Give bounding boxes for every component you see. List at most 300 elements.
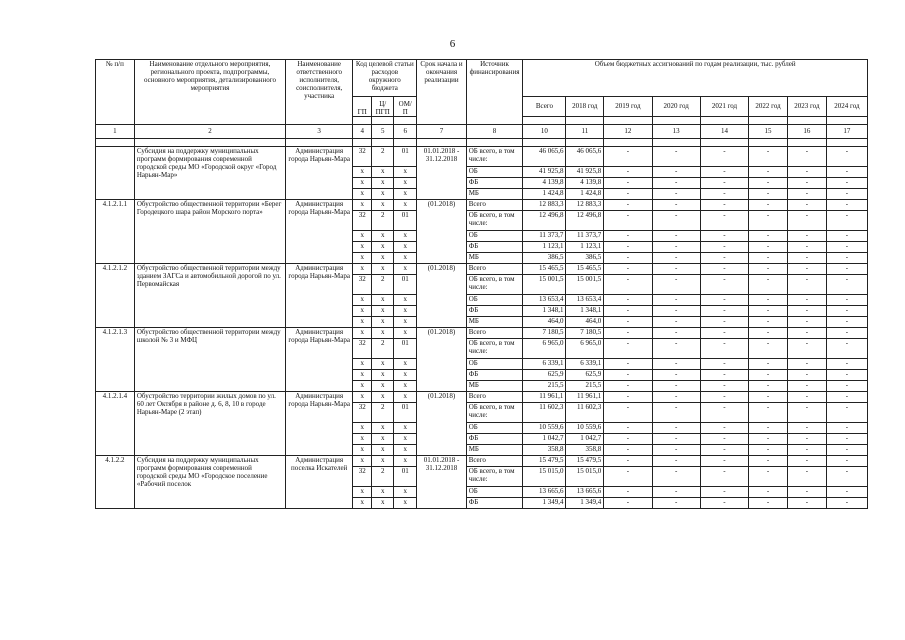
amount-year-empty: - — [652, 467, 700, 487]
code-ci: х — [372, 392, 394, 403]
amount-year-empty: - — [604, 317, 652, 328]
amount-year-empty: - — [749, 275, 788, 295]
budget-table — [95, 59, 868, 509]
code-ci: 2 — [372, 147, 394, 167]
amount-year-empty: - — [604, 487, 652, 498]
funding-source: ОБ всего, в том числе: — [466, 339, 523, 359]
code-om: х — [394, 178, 417, 189]
amount-year-empty: - — [787, 467, 826, 487]
header-year-2023: 2023 год — [787, 97, 826, 117]
amount-year-empty: - — [604, 264, 652, 275]
amount-year-empty: - — [826, 253, 867, 264]
amount-total: 10 559,6 — [523, 423, 566, 434]
amount-year-empty: - — [787, 167, 826, 178]
amount-2018: 13 665,6 — [566, 487, 604, 498]
amount-2018: 11 961,1 — [566, 392, 604, 403]
code-gp: 32 — [353, 275, 372, 295]
amount-year-empty: - — [749, 381, 788, 392]
amount-total: 15 479,5 — [523, 456, 566, 467]
amount-year-empty: - — [652, 178, 700, 189]
code-ci: 2 — [372, 211, 394, 231]
funding-source: ФБ — [466, 242, 523, 253]
amount-year-empty: - — [652, 295, 700, 306]
amount-year-empty: - — [749, 167, 788, 178]
funding-source: ФБ — [466, 178, 523, 189]
amount-year-empty: - — [787, 178, 826, 189]
header-year-2020: 2020 год — [652, 97, 700, 117]
amount-year-empty: - — [826, 328, 867, 339]
amount-year-empty: - — [700, 167, 748, 178]
row-executor: Администрация города Нарьян-Мара — [286, 264, 353, 328]
amount-year-empty: - — [700, 423, 748, 434]
amount-year-empty: - — [604, 328, 652, 339]
amount-total: 15 015,0 — [523, 467, 566, 487]
amount-2018: 7 180,5 — [566, 328, 604, 339]
amount-total: 386,5 — [523, 253, 566, 264]
row-executor: Администрация города Нарьян-Мара — [286, 200, 353, 264]
row-name: Субсидия на поддержку муниципальных программ формирования современной городской среды МО «Городское поселение «Рабочий поселок — [134, 456, 285, 509]
code-ci: х — [372, 264, 394, 275]
amount-year-empty: - — [749, 456, 788, 467]
amount-year-empty: - — [652, 147, 700, 167]
amount-year-empty: - — [652, 275, 700, 295]
code-gp: 32 — [353, 211, 372, 231]
code-gp: х — [353, 445, 372, 456]
code-ci: х — [372, 306, 394, 317]
amount-year-empty: - — [826, 211, 867, 231]
amount-total: 7 180,5 — [523, 328, 566, 339]
row-name: Субсидия на поддержку муниципальных программ формирования современной городской среды МО «Городской округ «Город Нарьян-Мар» — [134, 147, 285, 200]
amount-total: 6 965,0 — [523, 339, 566, 359]
amount-2018: 215,5 — [566, 381, 604, 392]
amount-year-empty: - — [700, 370, 748, 381]
code-ci: х — [372, 328, 394, 339]
code-gp: х — [353, 317, 372, 328]
header-kbk: Код целевой статьи расходов окружного бюджета — [353, 60, 417, 97]
funding-source: ФБ — [466, 370, 523, 381]
table-row — [96, 147, 868, 167]
amount-year-empty: - — [787, 370, 826, 381]
row-name: Обустройство территории жилых домов по ул. 60 лет Октября в районе д. 6, 8, 10 в городе Нарьян-Маре (2 этап) — [134, 392, 285, 456]
row-period: (01.2018) — [417, 392, 466, 456]
code-om: х — [394, 200, 417, 211]
amount-year-empty: - — [700, 456, 748, 467]
amount-year-empty: - — [700, 253, 748, 264]
amount-year-empty: - — [700, 403, 748, 423]
funding-source: МБ — [466, 317, 523, 328]
amount-year-empty: - — [700, 275, 748, 295]
amount-year-empty: - — [604, 189, 652, 200]
amount-year-empty: - — [749, 328, 788, 339]
code-ci: х — [372, 189, 394, 200]
code-om: х — [394, 242, 417, 253]
amount-year-empty: - — [700, 359, 748, 370]
amount-2018: 464,0 — [566, 317, 604, 328]
code-gp: 32 — [353, 339, 372, 359]
code-om: х — [394, 306, 417, 317]
header-period: Срок начала и окончания реализации — [417, 60, 466, 125]
amount-year-empty: - — [826, 445, 867, 456]
amount-2018: 358,8 — [566, 445, 604, 456]
amount-year-empty: - — [787, 317, 826, 328]
amount-year-empty: - — [604, 200, 652, 211]
amount-year-empty: - — [826, 498, 867, 509]
amount-year-empty: - — [652, 200, 700, 211]
amount-year-empty: - — [604, 392, 652, 403]
amount-year-empty: - — [700, 381, 748, 392]
amount-year-empty: - — [749, 498, 788, 509]
code-gp: х — [353, 392, 372, 403]
amount-year-empty: - — [749, 242, 788, 253]
amount-total: 1 349,4 — [523, 498, 566, 509]
column-number: 5 — [372, 125, 394, 139]
amount-total: 41 925,8 — [523, 167, 566, 178]
code-gp: х — [353, 264, 372, 275]
amount-year-empty: - — [700, 306, 748, 317]
amount-year-empty: - — [826, 370, 867, 381]
amount-year-empty: - — [700, 434, 748, 445]
header-executor: Наименование ответственного исполнителя, соисполнителя, участника — [286, 60, 353, 125]
funding-source: ФБ — [466, 306, 523, 317]
amount-year-empty: - — [652, 359, 700, 370]
amount-year-empty: - — [652, 498, 700, 509]
header-year-2018: 2018 год — [566, 97, 604, 117]
amount-year-empty: - — [787, 445, 826, 456]
code-ci: х — [372, 456, 394, 467]
code-ci: х — [372, 178, 394, 189]
code-gp: х — [353, 200, 372, 211]
amount-year-empty: - — [787, 295, 826, 306]
table-row — [96, 264, 868, 275]
amount-2018: 12 496,8 — [566, 211, 604, 231]
code-om: 01 — [394, 211, 417, 231]
amount-year-empty: - — [652, 189, 700, 200]
column-number: 13 — [652, 125, 700, 139]
amount-year-empty: - — [604, 178, 652, 189]
code-gp: 32 — [353, 403, 372, 423]
amount-total: 4 139,8 — [523, 178, 566, 189]
row-period: 01.01.2018 - 31.12.2018 — [417, 456, 466, 509]
amount-year-empty: - — [700, 498, 748, 509]
amount-2018: 15 479,5 — [566, 456, 604, 467]
code-ci: 2 — [372, 275, 394, 295]
code-ci: х — [372, 487, 394, 498]
amount-2018: 1 424,8 — [566, 189, 604, 200]
amount-year-empty: - — [652, 445, 700, 456]
code-gp: х — [353, 189, 372, 200]
amount-year-empty: - — [700, 487, 748, 498]
code-ci: х — [372, 445, 394, 456]
code-gp: х — [353, 253, 372, 264]
amount-year-empty: - — [652, 456, 700, 467]
code-ci: х — [372, 370, 394, 381]
amount-year-empty: - — [652, 328, 700, 339]
amount-total: 15 465,5 — [523, 264, 566, 275]
funding-source: ОБ — [466, 423, 523, 434]
amount-year-empty: - — [787, 253, 826, 264]
header-kbk-omp: ОМ/П — [394, 97, 417, 117]
header-year-2019: 2019 год — [604, 97, 652, 117]
amount-year-empty: - — [652, 167, 700, 178]
amount-year-empty: - — [826, 467, 867, 487]
header-kbk-gp: ГП — [353, 97, 372, 117]
column-number: 17 — [826, 125, 867, 139]
row-executor: Администрация города Нарьян-Мара — [286, 328, 353, 392]
amount-total: 464,0 — [523, 317, 566, 328]
page-number: 6 — [449, 38, 456, 50]
header-total: Всего — [523, 97, 566, 117]
code-ci: х — [372, 423, 394, 434]
amount-2018: 6 339,1 — [566, 359, 604, 370]
amount-total: 358,8 — [523, 445, 566, 456]
amount-year-empty: - — [826, 231, 867, 242]
column-number: 1 — [96, 125, 135, 139]
header-year-2021: 2021 год — [700, 97, 748, 117]
amount-year-empty: - — [604, 381, 652, 392]
code-ci: х — [372, 253, 394, 264]
row-name: Обустройство общественной территории «Берег Городецкого шара район Морского порта» — [134, 200, 285, 264]
amount-year-empty: - — [700, 211, 748, 231]
amount-year-empty: - — [749, 211, 788, 231]
amount-year-empty: - — [700, 189, 748, 200]
table-row — [96, 328, 868, 339]
amount-total: 1 123,1 — [523, 242, 566, 253]
amount-year-empty: - — [700, 339, 748, 359]
amount-year-empty: - — [652, 370, 700, 381]
row-name: Обустройство общественной территории между школой № 3 и МФЦ — [134, 328, 285, 392]
amount-year-empty: - — [749, 147, 788, 167]
header-name: Наименование отдельного мероприятия, регионального проекта, подпрограммы, основного мероприятия, детализированного мероприятия — [134, 60, 285, 125]
code-gp: х — [353, 231, 372, 242]
funding-source: ОБ — [466, 231, 523, 242]
funding-source: МБ — [466, 253, 523, 264]
code-ci: х — [372, 359, 394, 370]
funding-source: ОБ — [466, 295, 523, 306]
amount-year-empty: - — [787, 403, 826, 423]
amount-year-empty: - — [749, 200, 788, 211]
code-ci: х — [372, 231, 394, 242]
amount-year-empty: - — [652, 403, 700, 423]
amount-year-empty: - — [787, 264, 826, 275]
amount-year-empty: - — [604, 253, 652, 264]
amount-year-empty: - — [787, 200, 826, 211]
amount-year-empty: - — [826, 434, 867, 445]
amount-year-empty: - — [652, 339, 700, 359]
amount-year-empty: - — [749, 189, 788, 200]
amount-2018: 15 015,0 — [566, 467, 604, 487]
amount-year-empty: - — [604, 275, 652, 295]
amount-year-empty: - — [826, 359, 867, 370]
amount-year-empty: - — [749, 295, 788, 306]
amount-year-empty: - — [604, 456, 652, 467]
amount-year-empty: - — [604, 423, 652, 434]
amount-year-empty: - — [604, 403, 652, 423]
amount-2018: 46 065,6 — [566, 147, 604, 167]
code-ci: х — [372, 242, 394, 253]
code-om: х — [394, 295, 417, 306]
amount-2018: 1 349,4 — [566, 498, 604, 509]
column-number: 11 — [566, 125, 604, 139]
row-period: (01.2018) — [417, 200, 466, 264]
amount-year-empty: - — [787, 328, 826, 339]
row-num: 4.1.2.1.1 — [96, 200, 135, 264]
amount-year-empty: - — [826, 167, 867, 178]
amount-year-empty: - — [787, 498, 826, 509]
code-om: х — [394, 392, 417, 403]
amount-year-empty: - — [787, 231, 826, 242]
code-gp: 32 — [353, 147, 372, 167]
funding-source: ОБ всего, в том числе: — [466, 467, 523, 487]
amount-year-empty: - — [749, 445, 788, 456]
amount-year-empty: - — [700, 328, 748, 339]
amount-year-empty: - — [826, 381, 867, 392]
amount-year-empty: - — [787, 306, 826, 317]
amount-year-empty: - — [826, 392, 867, 403]
amount-year-empty: - — [652, 231, 700, 242]
amount-year-empty: - — [700, 392, 748, 403]
header-year-2024: 2024 год — [826, 97, 867, 117]
amount-year-empty: - — [787, 242, 826, 253]
code-ci: х — [372, 381, 394, 392]
amount-year-empty: - — [604, 295, 652, 306]
amount-2018: 15 465,5 — [566, 264, 604, 275]
code-om: х — [394, 498, 417, 509]
code-om: 01 — [394, 403, 417, 423]
table-row — [96, 456, 868, 467]
code-gp: х — [353, 456, 372, 467]
column-number: 16 — [787, 125, 826, 139]
amount-total: 625,9 — [523, 370, 566, 381]
amount-year-empty: - — [604, 445, 652, 456]
column-number: 3 — [286, 125, 353, 139]
amount-year-empty: - — [700, 317, 748, 328]
funding-source: МБ — [466, 445, 523, 456]
row-period: (01.2018) — [417, 264, 466, 328]
code-gp: х — [353, 178, 372, 189]
code-om: 01 — [394, 467, 417, 487]
amount-year-empty: - — [652, 381, 700, 392]
amount-total: 12 883,3 — [523, 200, 566, 211]
amount-2018: 12 883,3 — [566, 200, 604, 211]
amount-2018: 6 965,0 — [566, 339, 604, 359]
amount-total: 6 339,1 — [523, 359, 566, 370]
code-om: 01 — [394, 339, 417, 359]
amount-total: 11 961,1 — [523, 392, 566, 403]
amount-year-empty: - — [749, 359, 788, 370]
code-gp: х — [353, 498, 372, 509]
amount-year-empty: - — [826, 403, 867, 423]
amount-year-empty: - — [652, 253, 700, 264]
funding-source: ОБ всего, в том числе: — [466, 275, 523, 295]
amount-total: 215,5 — [523, 381, 566, 392]
amount-2018: 41 925,8 — [566, 167, 604, 178]
amount-year-empty: - — [787, 456, 826, 467]
amount-total: 1 348,1 — [523, 306, 566, 317]
amount-year-empty: - — [700, 264, 748, 275]
amount-year-empty: - — [826, 242, 867, 253]
amount-year-empty: - — [749, 403, 788, 423]
row-num: 4.1.2.1.4 — [96, 392, 135, 456]
amount-year-empty: - — [604, 211, 652, 231]
amount-year-empty: - — [826, 317, 867, 328]
code-gp: х — [353, 359, 372, 370]
code-om: х — [394, 456, 417, 467]
amount-2018: 4 139,8 — [566, 178, 604, 189]
amount-year-empty: - — [826, 189, 867, 200]
amount-year-empty: - — [826, 423, 867, 434]
amount-total: 12 496,8 — [523, 211, 566, 231]
code-om: х — [394, 264, 417, 275]
row-name: Обустройство общественной территории между зданием ЗАГСа и автомобильной дорогой по ул. Первомайская — [134, 264, 285, 328]
amount-year-empty: - — [749, 434, 788, 445]
amount-total: 1 042,7 — [523, 434, 566, 445]
column-number: 2 — [134, 125, 285, 139]
header-num: № п/п — [96, 60, 135, 125]
code-ci: 2 — [372, 339, 394, 359]
amount-year-empty: - — [604, 359, 652, 370]
amount-year-empty: - — [700, 295, 748, 306]
amount-year-empty: - — [787, 359, 826, 370]
code-gp: х — [353, 487, 372, 498]
amount-year-empty: - — [826, 147, 867, 167]
header-alloc: Объем бюджетных ассигнований по годам реализации, тыс. рублей — [523, 60, 868, 97]
code-om: 01 — [394, 275, 417, 295]
row-executor: Администрация города Нарьян-Мара — [286, 147, 353, 200]
code-ci: х — [372, 200, 394, 211]
amount-year-empty: - — [749, 231, 788, 242]
row-num: 4.1.2.1.3 — [96, 328, 135, 392]
amount-year-empty: - — [787, 147, 826, 167]
funding-source: Всего — [466, 328, 523, 339]
code-om: х — [394, 253, 417, 264]
code-ci: х — [372, 295, 394, 306]
amount-year-empty: - — [700, 242, 748, 253]
column-number: 14 — [700, 125, 748, 139]
code-om: х — [394, 434, 417, 445]
amount-2018: 625,9 — [566, 370, 604, 381]
amount-2018: 1 042,7 — [566, 434, 604, 445]
funding-source: ОБ всего, в том числе: — [466, 147, 523, 167]
amount-year-empty: - — [604, 498, 652, 509]
row-executor: Администрация города Нарьян-Мара — [286, 392, 353, 456]
code-ci: х — [372, 317, 394, 328]
amount-2018: 13 653,4 — [566, 295, 604, 306]
funding-source: Всего — [466, 456, 523, 467]
amount-year-empty: - — [826, 264, 867, 275]
table-row — [96, 200, 868, 211]
amount-year-empty: - — [604, 167, 652, 178]
amount-year-empty: - — [787, 392, 826, 403]
amount-total: 11 602,3 — [523, 403, 566, 423]
header-year-2022: 2022 год — [749, 97, 788, 117]
amount-year-empty: - — [604, 467, 652, 487]
column-number: 7 — [417, 125, 466, 139]
amount-2018: 1 123,1 — [566, 242, 604, 253]
row-period: 01.01.2018 - 31.12.2018 — [417, 147, 466, 200]
amount-total: 13 665,6 — [523, 487, 566, 498]
amount-year-empty: - — [749, 306, 788, 317]
amount-year-empty: - — [749, 339, 788, 359]
code-ci: 2 — [372, 403, 394, 423]
header-kbk-cipp: Ц/ПГП — [372, 97, 394, 117]
code-om: 01 — [394, 147, 417, 167]
amount-2018: 386,5 — [566, 253, 604, 264]
table-row — [96, 392, 868, 403]
column-number: 6 — [394, 125, 417, 139]
amount-year-empty: - — [826, 487, 867, 498]
amount-year-empty: - — [749, 317, 788, 328]
funding-source: ОБ — [466, 359, 523, 370]
